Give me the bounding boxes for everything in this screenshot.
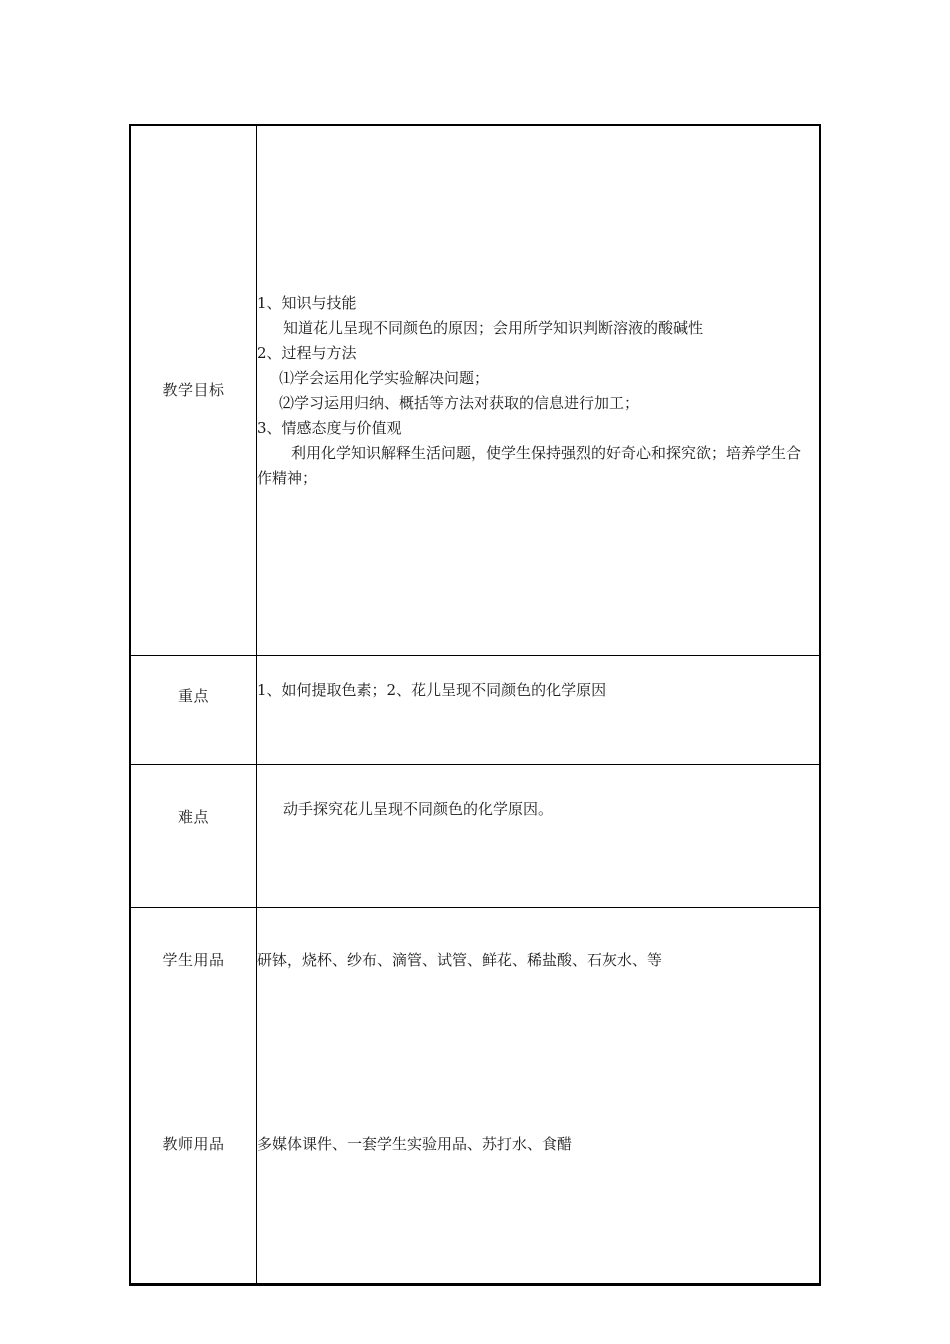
objectives-content-cell: [257, 125, 821, 656]
table-row-objectives: [130, 125, 820, 656]
objectives-line: 1、知识与技能: [257, 293, 357, 312]
teacher-materials-text: 多媒体课件、一套学生实验用品、苏打水、食醋: [257, 1135, 573, 1153]
table-row-key-points: [130, 656, 820, 765]
objectives-line: 知道花儿呈现不同颜色的原因；会用所学知识判断溶液的酸碱性: [283, 318, 704, 337]
table-row-student-materials: [130, 908, 820, 1067]
key-points-text: 1、如何提取色素；2、花儿呈现不同颜色的化学原因: [257, 681, 607, 699]
objectives-line: ⑴学会运用化学实验解决问题；: [279, 368, 490, 387]
difficulty-label: 难点: [177, 808, 209, 826]
student-materials-content-cell: [257, 908, 821, 1067]
teacher-materials-content-cell: [257, 1066, 821, 1285]
student-materials-label: 学生用品: [162, 951, 225, 969]
difficulty-content-cell: [257, 765, 821, 908]
difficulty-text: 动手探究花儿呈现不同颜色的化学原因。: [283, 800, 554, 818]
teacher-materials-label: 教师用品: [162, 1135, 225, 1153]
objectives-line-wrapped: [257, 441, 819, 491]
objectives-line-text: 利用化学知识解释生活问题，使学生保持强烈的好奇心和探究欲；培养学生合作精神；: [257, 443, 802, 487]
objectives-label-cell: [130, 125, 257, 656]
student-materials-label-cell: [130, 908, 257, 1067]
student-materials-text: 研钵，烧杯、纱布、滴管、试管、鲜花、稀盐酸、石灰水、等: [257, 951, 663, 969]
teacher-materials-label-cell: [130, 1066, 257, 1285]
objectives-line: ⑵学习运用归纳、概括等方法对获取的信息进行加工；: [279, 393, 640, 412]
key-points-content-cell: [257, 656, 821, 765]
lesson-plan-table: [129, 124, 821, 1286]
table-row-difficulty: [130, 765, 820, 908]
objectives-label: 教学目标: [162, 381, 225, 399]
table-row-teacher-materials: [130, 1066, 820, 1285]
difficulty-label-cell: [130, 765, 257, 908]
key-points-label: 重点: [177, 687, 209, 705]
objectives-line: 3、情感态度与价值观: [257, 418, 402, 437]
objectives-line: 2、过程与方法: [257, 343, 357, 362]
key-points-label-cell: [130, 656, 257, 765]
